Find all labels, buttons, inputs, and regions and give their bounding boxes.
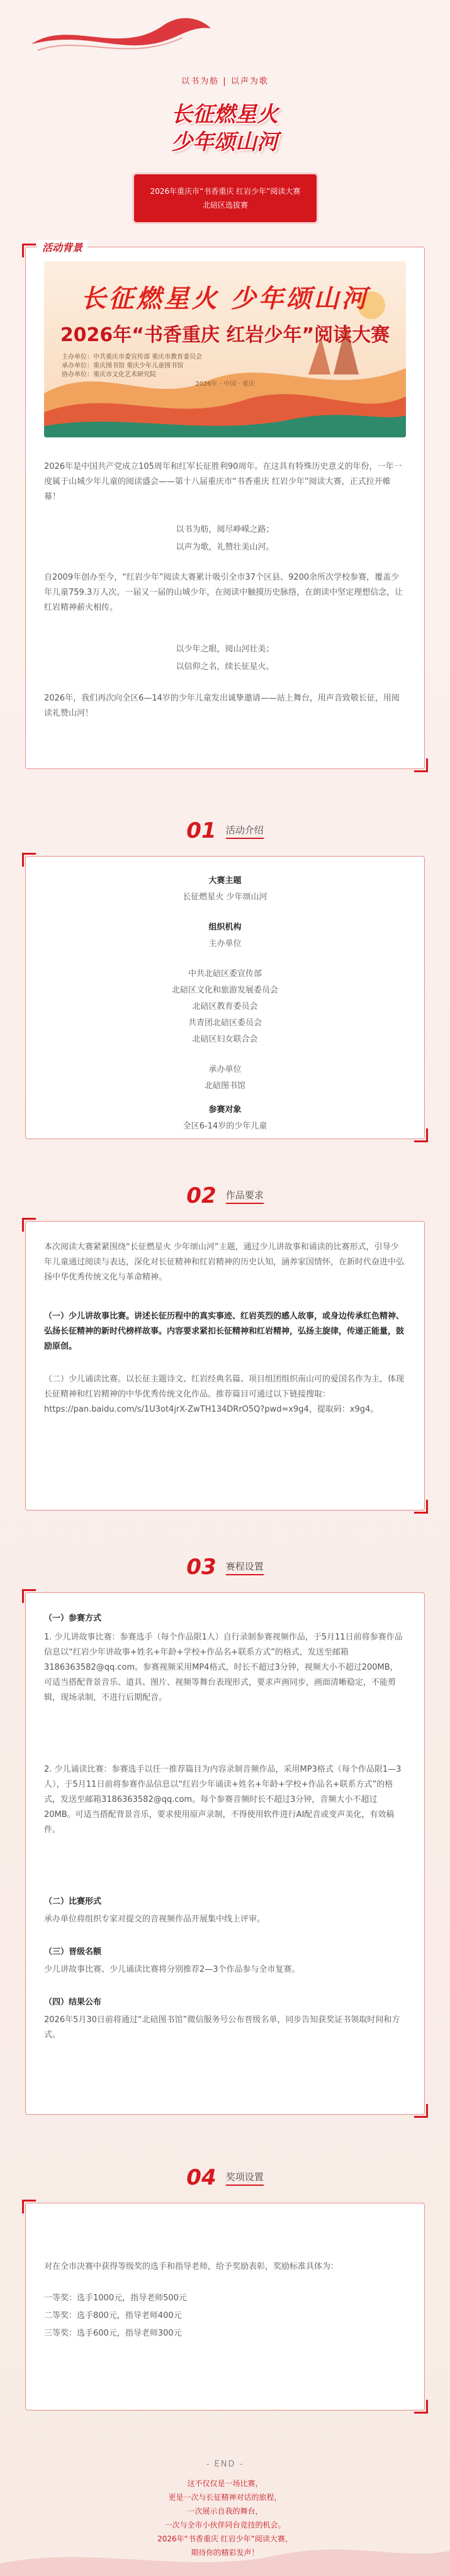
- section-number: 02: [186, 1183, 217, 1208]
- host-5: 北碚区妇女联合会: [192, 1035, 258, 1044]
- target-value: 全区6-14岁的少年儿童: [183, 1122, 267, 1131]
- ribbon-decoration: [25, 6, 214, 63]
- theme-line-1: 长征燃星火: [171, 102, 278, 127]
- poster-date: 2026年 · 中国 · 重庆: [195, 381, 255, 388]
- banner-line-1: 2026年重庆市“书香重庆 红岩少年”阅读大赛: [150, 187, 301, 196]
- schedule-heading-4: （四）结果公布: [44, 1998, 102, 2007]
- corner-decoration: [414, 1500, 428, 1514]
- theme-value: 长征燃星火 少年颂山河: [183, 892, 267, 902]
- prize-first: 一等奖：选手1000元，指导老师500元: [44, 2293, 187, 2303]
- footer-decoration: [0, 2538, 450, 2576]
- ending-line-2: 更是一次与长征精神对话的旅程，: [168, 2493, 282, 2502]
- awards-section: [25, 2203, 425, 2410]
- background-quote-1: 以书为舫，阅尽峥嵘之路；: [176, 525, 274, 534]
- requirements-paragraph-1: 本次阅读大赛紧紧围绕“长征燃星火 少年颂山河”主题，通过少儿讲故事和诵读的比赛形式，引导少年儿童通过阅读与表达，深化对长征精神和红岩精神的历史认知，涵养家国情怀，在新时代奋进中弘扬中华优秀传统文化与革命精神。: [44, 1242, 405, 1282]
- target-label: 参赛对象: [208, 1105, 242, 1115]
- poster-title-2: 2026年“书香重庆 红岩少年”阅读大赛: [60, 324, 390, 346]
- schedule-paragraph-5: 2026年5月30日前将通过“北碚图书馆”微信服务号公布晋级名单，同步告知获奖证书领取时间和方式。: [44, 2015, 400, 2040]
- host-label: 主办单位: [208, 939, 242, 948]
- section-number: 03: [186, 1555, 217, 1580]
- poster-credit-1: 主办单位：中共重庆市委宣传部 重庆市教育委员会: [62, 354, 203, 361]
- poster-credits: [62, 353, 202, 380]
- theme-title: [130, 101, 319, 166]
- corner-decoration: [22, 853, 36, 867]
- background-quote-3: 以少年之眼，阅山河壮美；: [176, 644, 274, 654]
- end-mark: - END -: [206, 2460, 244, 2469]
- background-quote-4: 以信仰之名，续长征星火。: [176, 662, 274, 672]
- title-banner: [134, 174, 317, 222]
- corner-decoration: [22, 1589, 36, 1603]
- prize-second: 二等奖：选手800元，指导老师400元: [44, 2311, 182, 2320]
- schedule-heading-3: （三）晋级名额: [44, 1947, 102, 1957]
- schedule-heading-1: （一）参赛方式: [44, 1614, 102, 1623]
- theme-label: 大赛主题: [208, 876, 242, 886]
- section-title: 赛程设置: [226, 1560, 264, 1575]
- corner-decoration: [22, 1218, 36, 1232]
- ending-line-6: 期待你的精彩发声！: [191, 2548, 259, 2557]
- ending-line-4: 一次与全市小伙伴同台竞技的机会。: [164, 2521, 286, 2529]
- corner-decoration: [22, 244, 36, 257]
- section-01-header: [0, 818, 450, 843]
- section-04-header: [0, 2165, 450, 2190]
- schedule-heading-2: （二）比赛形式: [44, 1897, 102, 1906]
- host-3: 北碚区教育委员会: [192, 1002, 258, 1011]
- section-number: 04: [186, 2165, 217, 2190]
- requirements-paragraph-3: （二）少儿诵读比赛。以长征主题诗文、红岩经典名篇、项目组团组织南山可的爱国名作为主，体现长征精神和红岩精神的中华优秀传统文化作品。推荐篇目可通过以下链接搜取：https://pan.baidu.com/s/1U3ot4jrX-ZwTH134DRrO5Q?pwd=x9g4，提取码：x9g4。: [44, 1375, 405, 1414]
- background-paragraph-2: 自2009年创办至今，“红岩少年”阅读大赛累计吸引全市37个区县、9200余所次学校参赛，覆盖少年儿童759.3万人次。一届又一届的山城少年，在阅读中触摸历史脉络，在朗读中坚定理想信念，让红岩精神薪火相传。: [44, 573, 403, 612]
- corner-decoration: [22, 2200, 36, 2213]
- host-2: 北碚区文化和旅游发展委员会: [171, 986, 278, 995]
- background-paragraph-1: 2026年是中国共产党成立105周年和红军长征胜利90周年。在这具有特殊历史意义的年份，一年一度属于山城少年儿童的阅读盛会——第十八届重庆市“书香重庆 红岩少年”阅读大赛，正式拉开帷幕！: [44, 462, 402, 502]
- poster-title-1: 长征燃星火 少年颂山河: [81, 284, 369, 313]
- host-1: 中共北碚区委宣传部: [188, 969, 262, 979]
- section-tag: 活动背景: [37, 240, 87, 254]
- schedule-paragraph-2: 2. 少儿诵读比赛：参赛选手以任一推荐篇目为内容录制音频作品，采用MP3格式（每个作品限1—3人），于5月11日前将参赛作品信息以“红岩少年诵读+姓名+年龄+学校+作品名+联系方式”的格式，发送至邮箱3186363582@qq.com。每个参赛音频时长不超过3分钟，音频大小不超过20MB。可适当搭配背景音乐，要求使用原声录制，不得使用软件进行AI配音或变声美化，有效稿件。: [44, 1765, 402, 1835]
- requirements-paragraph-2: （一）少儿讲故事比赛。讲述长征历程中的真实事迹、红岩英烈的感人故事，或身边传承红色精神、弘扬长征精神的新时代榜样故事。内容要求紧扣长征精神和红岩精神，弘扬主旋律，传递正能量，鼓励原创。: [44, 1312, 405, 1351]
- ending-line-3: 一次展示自我的舞台，: [187, 2507, 263, 2516]
- ending-line-5: 2026年“书香重庆 红岩少年”阅读大赛，: [157, 2534, 293, 2543]
- section-03-header: [0, 1555, 450, 1580]
- section-title: 奖项设置: [226, 2170, 264, 2186]
- section-title: 活动介绍: [226, 823, 264, 839]
- organizer-label: 承办单位: [208, 1065, 242, 1074]
- schedule-paragraph-3: 承办单位将组织专家对提交的音视频作品开展集中线上评审。: [44, 1915, 266, 1924]
- section-number: 01: [186, 818, 217, 843]
- host-4: 共青团北碚区委员会: [188, 1018, 262, 1028]
- corner-decoration: [414, 2400, 428, 2414]
- event-poster: [44, 261, 406, 437]
- schedule-paragraph-4: 少儿讲故事比赛、少儿诵读比赛将分别推荐2—3个作品参与全市复赛。: [44, 1965, 300, 1974]
- awards-intro: 对在全市决赛中获得等级奖的选手和指导老师，给予奖励表彰，奖励标准具体为：: [44, 2262, 339, 2271]
- organizer-value: 北碚图书馆: [204, 1081, 245, 1091]
- background-quote-2: 以声为歌，礼赞壮美山河。: [176, 543, 274, 552]
- section-title: 作品要求: [226, 1188, 264, 1204]
- background-paragraph-3: 2026年，我们再次向全区6—14岁的少年儿童发出诚挚邀请——站上舞台，用声音致敬长征，用阅读礼赞山河！: [44, 694, 400, 718]
- corner-decoration: [414, 2104, 428, 2118]
- poster-credit-2: 承办单位：重庆图书馆 重庆少年儿童图书馆: [62, 363, 184, 369]
- theme-line-2: 少年颂山河: [171, 130, 278, 155]
- corner-decoration: [414, 758, 428, 772]
- slogan: 以书为舫 | 以声为歌: [181, 77, 269, 86]
- banner-line-2: 北碚区选拔赛: [202, 201, 248, 210]
- corner-decoration: [414, 1128, 428, 1142]
- poster-credit-3: 协办单位：重庆市文化艺术研究院: [62, 371, 156, 378]
- schedule-paragraph-1: 1. 少儿讲故事比赛：参赛选手（每个作品限1人）自行录制参赛视频作品，于5月11日前将参赛作品信息以“红岩少年讲故事+姓名+年龄+学校+作品名+联系方式”的格式，发送至邮箱3186363582@qq.com。参赛视频采用MP4格式，时长不超过3分钟，视频大小不超过200MB，可适当搭配背景音乐、道具、图片、视频等舞台表现形式，要求声画同步，画面清晰稳定，不能剪辑，现场录制，不进行后期配音。: [44, 1633, 403, 1702]
- org-label: 组织机构: [208, 923, 242, 932]
- prize-third: 三等奖：选手600元，指导老师300元: [44, 2329, 182, 2338]
- section-02-header: [0, 1183, 450, 1208]
- ending-line-1: 这不仅仅是一场比赛，: [187, 2479, 263, 2488]
